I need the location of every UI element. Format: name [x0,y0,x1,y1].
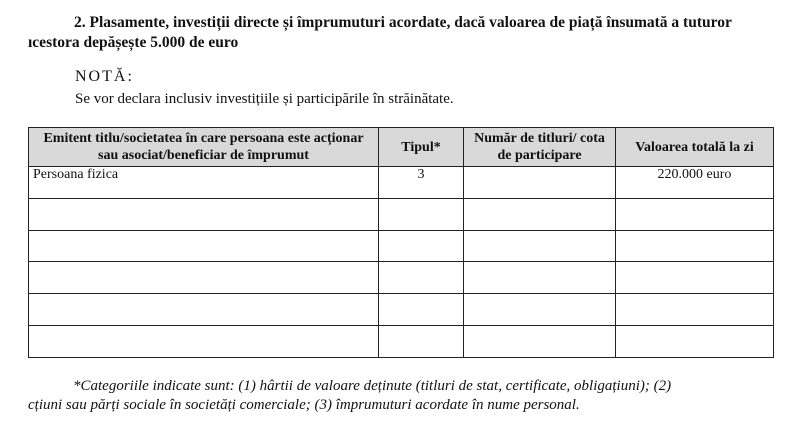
cell-value [616,198,774,230]
section-heading: 2. Plasamente, investiții directe și împrumuturi acordate, dacă valoarea de piață însumată a tuturor [74,14,732,31]
cell-value [616,294,774,326]
cell-type [379,294,464,326]
cell-type [379,230,464,262]
note-text: Se vor declara inclusiv investițiile și participările în străinătate. [75,91,454,107]
cell-issuer [29,198,379,230]
header-value: Valoarea totală la zi [616,128,774,167]
footnote-line-2: cțiuni sau părți sociale în societăți comerciale; (3) împrumuturi acordate în nume personal. [28,397,580,413]
footnote [28,377,778,415]
header-count: Număr de titluri/ cota de participare [464,128,616,167]
cell-count [464,326,616,358]
cell-count [464,167,616,199]
cell-type [379,198,464,230]
header-issuer: Emitent titlu/societatea în care persoana este acționar sau asociat/beneficiar de împrumut [29,128,379,167]
cell-type: 3 [379,167,464,199]
cell-issuer [29,262,379,294]
cell-type [379,326,464,358]
table-row [29,294,774,326]
cell-count [464,262,616,294]
table-header-row [29,128,774,167]
cell-issuer: Persoana fizica [29,167,379,199]
footnote-line-1: *Categoriile indicate sunt: (1) hârtii de valoare deținute (titluri de stat, certificate, obligațiuni); (2) [73,378,672,394]
note-title: NOTĂ: [75,68,134,85]
cell-value: 220.000 euro [616,167,774,199]
header-type: Tipul* [379,128,464,167]
cell-count [464,230,616,262]
cell-value [616,230,774,262]
cell-issuer [29,294,379,326]
cell-type [379,262,464,294]
section-heading-continued: ıcestora depășește 5.000 de euro [28,34,239,51]
table-row [29,198,774,230]
cell-count [464,198,616,230]
cell-issuer [29,326,379,358]
table-row [29,262,774,294]
cell-issuer [29,230,379,262]
cell-value [616,326,774,358]
table-row [29,230,774,262]
table-row [29,326,774,358]
investments-table [28,127,774,358]
cell-count [464,294,616,326]
cell-value [616,262,774,294]
table-row [29,167,774,199]
